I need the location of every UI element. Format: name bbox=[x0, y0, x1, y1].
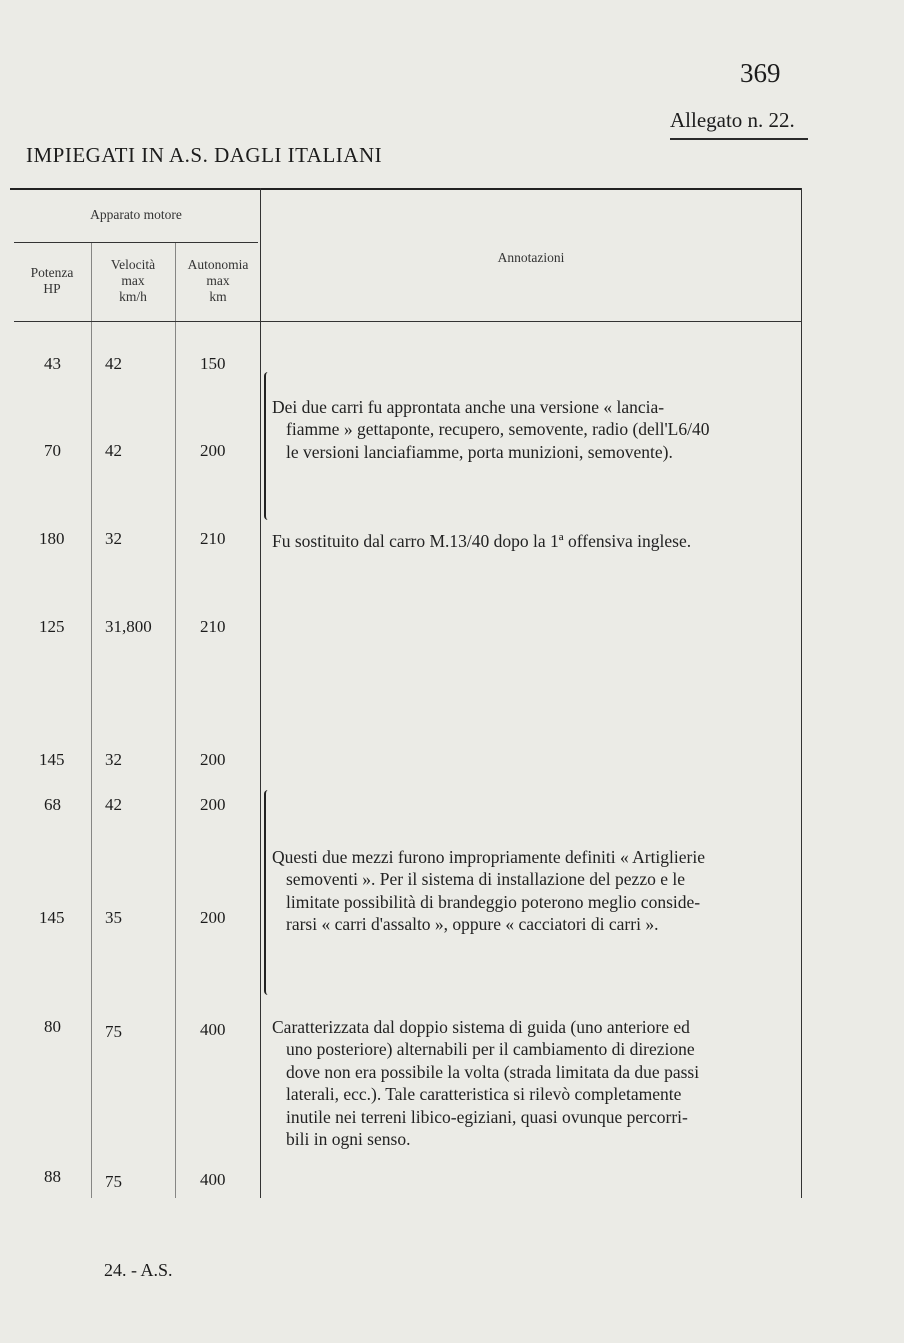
cell-autonomia: 150 bbox=[200, 354, 226, 373]
cell-velocita: 42 bbox=[105, 441, 122, 460]
row-group-brace bbox=[264, 790, 272, 995]
header-bottom-rule bbox=[14, 321, 802, 322]
cell-velocita: 31,800 bbox=[105, 617, 152, 636]
annotation-text bbox=[272, 1016, 800, 1150]
cell-potenza: 145 bbox=[39, 908, 65, 927]
annotation-line: rarsi « carri d'assalto », oppure « cacciatori di carri ». bbox=[286, 914, 659, 935]
column-header-line: Autonomia bbox=[187, 257, 249, 272]
annotation-line: fiamme » gettaponte, recupero, semovente, radio (dell'L6/40 bbox=[286, 419, 710, 440]
allegato-underline bbox=[670, 138, 808, 140]
autonomia-divider bbox=[175, 243, 176, 1198]
footer-signature: 24. - A.S. bbox=[104, 1260, 173, 1280]
group-header-rule bbox=[14, 242, 258, 243]
cell-autonomia: 200 bbox=[200, 795, 226, 814]
cell-potenza: 125 bbox=[39, 617, 65, 636]
column-header-line: km/h bbox=[119, 289, 147, 304]
column-header-potenza bbox=[14, 265, 90, 297]
annotation-line: semoventi ». Per il sistema di installazione del pezzo e le bbox=[286, 869, 685, 890]
column-header-line: max bbox=[121, 273, 145, 288]
column-header-line: Potenza bbox=[30, 265, 74, 280]
cell-velocita: 42 bbox=[105, 354, 122, 373]
annotation-text bbox=[272, 396, 800, 463]
page-number: 369 bbox=[740, 58, 781, 88]
column-header-line: km bbox=[209, 289, 227, 304]
annotazioni-divider bbox=[260, 188, 261, 1198]
cell-potenza: 68 bbox=[44, 795, 61, 814]
column-header-annotazioni: Annotazioni bbox=[497, 250, 565, 265]
allegato-label: Allegato n. 22. bbox=[670, 108, 795, 132]
cell-velocita: 75 bbox=[105, 1172, 122, 1191]
cell-velocita: 42 bbox=[105, 795, 122, 814]
table-right-edge bbox=[801, 188, 802, 1198]
annotation-line: Dei due carri fu approntata anche una versione « lancia- bbox=[272, 397, 665, 417]
column-header-velocita bbox=[92, 257, 174, 305]
annotation-line: Fu sostituito dal carro M.13/40 dopo la 1ª offensiva inglese. bbox=[272, 531, 692, 551]
column-header-line: HP bbox=[43, 281, 61, 296]
annotation-line: Caratterizzata dal doppio sistema di guida (uno anteriore ed bbox=[272, 1017, 690, 1037]
column-header-autonomia bbox=[176, 257, 260, 305]
cell-autonomia: 210 bbox=[200, 617, 226, 636]
annotation-line: bili in ogni senso. bbox=[286, 1129, 411, 1150]
group-header-apparato-motore: Apparato motore bbox=[90, 207, 182, 222]
annotation-line: uno posteriore) alternabili per il cambiamento di direzione bbox=[286, 1039, 695, 1060]
annotation-line: dove non era possibile la volta (strada limitata da due passi bbox=[286, 1061, 700, 1082]
annotation-line: le versioni lanciafiamme, porta munizioni, semovente). bbox=[286, 441, 673, 462]
velocita-divider bbox=[91, 243, 92, 1198]
annotation-text bbox=[272, 846, 800, 936]
annotation-line: Questi due mezzi furono impropriamente definiti « Artiglierie bbox=[272, 847, 705, 867]
row-group-brace bbox=[264, 372, 272, 520]
cell-potenza: 88 bbox=[44, 1167, 61, 1186]
column-header-line: Velocità bbox=[110, 257, 156, 272]
cell-autonomia: 200 bbox=[200, 441, 226, 460]
cell-potenza: 43 bbox=[44, 354, 61, 373]
cell-velocita: 32 bbox=[105, 750, 122, 769]
table-top-rule bbox=[10, 188, 802, 190]
cell-autonomia: 200 bbox=[200, 750, 226, 769]
cell-autonomia: 210 bbox=[200, 529, 226, 548]
annotation-line: limitate possibilità di brandeggio poterono meglio conside- bbox=[286, 891, 701, 912]
cell-potenza: 70 bbox=[44, 441, 61, 460]
annotation-line: inutile nei terreni libico-egiziani, quasi ovunque percorri- bbox=[286, 1106, 688, 1127]
annotation-text bbox=[272, 530, 800, 552]
cell-autonomia: 400 bbox=[200, 1170, 226, 1189]
column-header-line: max bbox=[206, 273, 230, 288]
cell-velocita: 35 bbox=[105, 908, 122, 927]
cell-velocita: 75 bbox=[105, 1022, 122, 1041]
cell-velocita: 32 bbox=[105, 529, 122, 548]
cell-potenza: 180 bbox=[39, 529, 65, 548]
cell-autonomia: 200 bbox=[200, 908, 226, 927]
cell-autonomia: 400 bbox=[200, 1020, 226, 1039]
annotation-line: laterali, ecc.). Tale caratteristica si rilevò completamente bbox=[286, 1084, 682, 1105]
section-title: IMPIEGATI IN A.S. DAGLI ITALIANI bbox=[26, 143, 383, 167]
cell-potenza: 80 bbox=[44, 1017, 61, 1036]
cell-potenza: 145 bbox=[39, 750, 65, 769]
